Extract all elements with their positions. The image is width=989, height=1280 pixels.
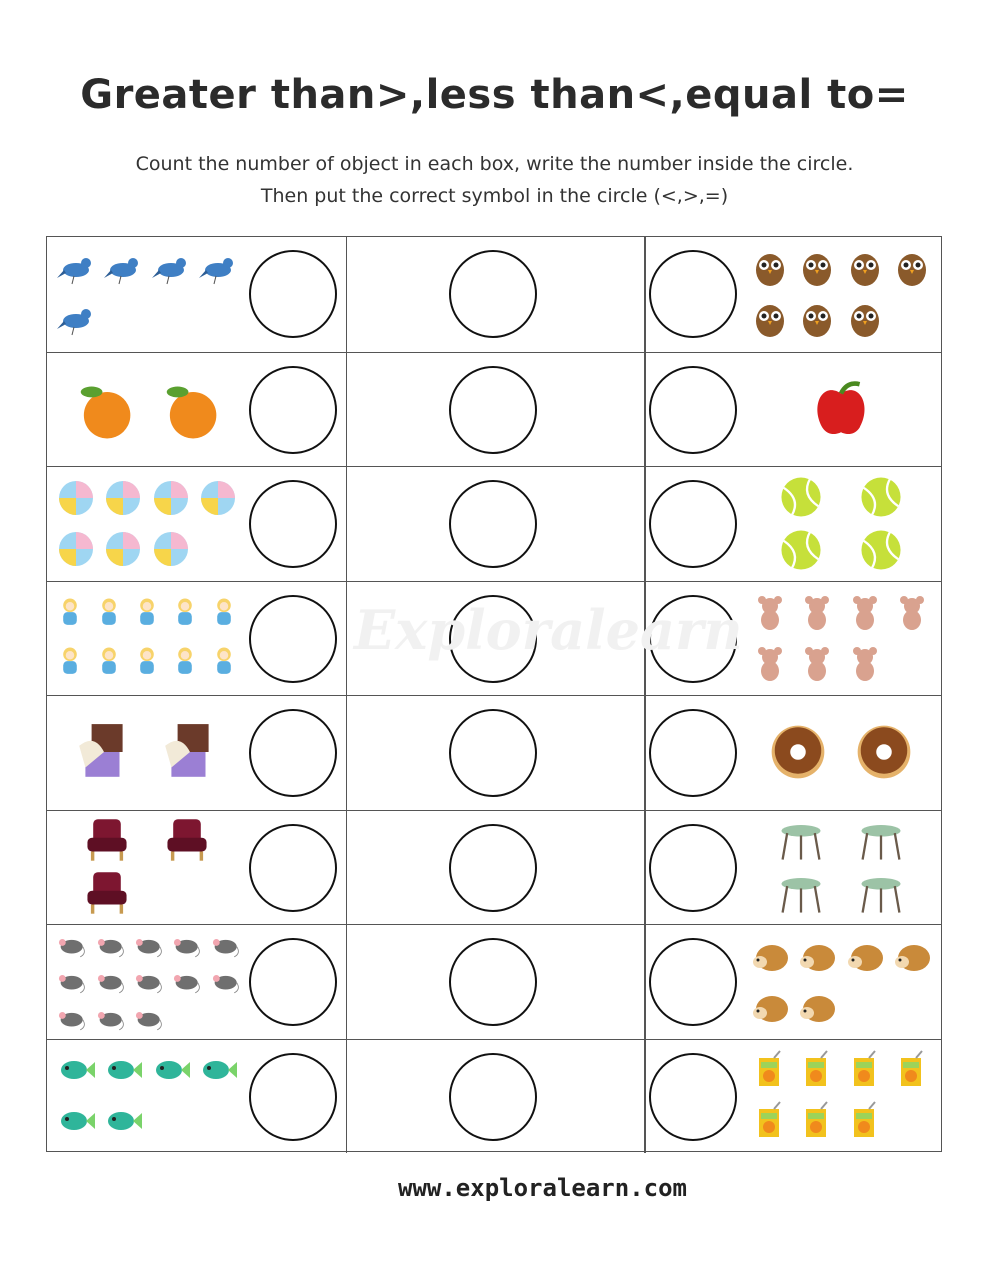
left-count-circle[interactable]: [249, 709, 337, 797]
hedgehog-icon: [797, 987, 837, 1031]
right-count-circle[interactable]: [649, 250, 737, 338]
hedgehog-icon: [845, 936, 885, 980]
column-divider: [346, 925, 348, 1039]
doll-icon: [168, 596, 202, 634]
left-count-circle[interactable]: [249, 938, 337, 1026]
fish-icon: [151, 1050, 191, 1094]
column-divider: [644, 696, 646, 810]
armchair-icon: [84, 817, 130, 867]
beach-ball-icon: [103, 529, 143, 573]
armchair-icon: [164, 817, 210, 867]
beach-ball-icon: [151, 478, 191, 522]
mouse-icon: [207, 928, 241, 966]
symbol-circle[interactable]: [449, 824, 537, 912]
teddy-bear-icon: [750, 643, 790, 687]
right-count-circle[interactable]: [649, 366, 737, 454]
hedgehog-icon: [797, 936, 837, 980]
column-divider: [346, 811, 348, 925]
mouse-icon: [207, 964, 241, 1002]
left-count-circle[interactable]: [249, 366, 337, 454]
bird-icon: [56, 299, 96, 343]
column-divider: [346, 696, 348, 810]
right-objects: [743, 237, 939, 352]
table-icon: [778, 817, 824, 867]
hedgehog-icon: [750, 936, 790, 980]
juice-box-icon: [892, 1050, 932, 1094]
symbol-circle[interactable]: [449, 366, 537, 454]
teddy-bear-icon: [797, 592, 837, 636]
fish-icon: [56, 1050, 96, 1094]
left-count-circle[interactable]: [249, 1053, 337, 1141]
doll-icon: [130, 596, 164, 634]
worksheet-row: [47, 466, 941, 581]
tennis-ball-icon: [778, 474, 824, 524]
fish-icon: [56, 1101, 96, 1145]
bird-icon: [198, 248, 238, 292]
owl-icon: [892, 248, 932, 292]
teddy-bear-icon: [845, 592, 885, 636]
fish-icon: [198, 1050, 238, 1094]
left-count-circle[interactable]: [249, 480, 337, 568]
worksheet-row: [47, 237, 941, 352]
owl-icon: [750, 248, 790, 292]
left-objects: [49, 811, 245, 925]
symbol-circle[interactable]: [449, 938, 537, 1026]
right-objects: [743, 353, 939, 467]
bird-icon: [56, 248, 96, 292]
right-count-circle[interactable]: [649, 824, 737, 912]
beach-ball-icon: [56, 529, 96, 573]
doll-icon: [92, 645, 126, 683]
beach-ball-icon: [198, 478, 238, 522]
worksheet-row: [47, 1039, 941, 1154]
table-icon: [858, 817, 904, 867]
left-objects: [49, 696, 245, 810]
column-divider: [644, 1040, 646, 1154]
column-divider: [346, 237, 348, 352]
column-divider: [346, 353, 348, 467]
worksheet-row: [47, 695, 941, 810]
symbol-circle[interactable]: [449, 709, 537, 797]
worksheet-row: [47, 352, 941, 467]
footer-url: www.exploralearn.com: [398, 1174, 687, 1202]
mouse-icon: [130, 928, 164, 966]
doll-icon: [53, 645, 87, 683]
column-divider: [346, 467, 348, 581]
instruction-line-2: Then put the correct symbol in the circle (<,>,=): [260, 185, 729, 207]
fish-icon: [103, 1101, 143, 1145]
table-icon: [778, 870, 824, 920]
doll-icon: [207, 596, 241, 634]
bird-icon: [151, 248, 191, 292]
doll-icon: [53, 596, 87, 634]
mouse-icon: [92, 928, 126, 966]
right-objects: [743, 925, 939, 1039]
left-objects: [49, 237, 245, 352]
mouse-icon: [168, 928, 202, 966]
symbol-circle[interactable]: [449, 250, 537, 338]
left-count-circle[interactable]: [249, 824, 337, 912]
worksheet-row: [47, 924, 941, 1039]
right-count-circle[interactable]: [649, 709, 737, 797]
table-icon: [858, 870, 904, 920]
left-count-circle[interactable]: [249, 595, 337, 683]
worksheet-title: Greater than>,less than<,equal to=: [80, 72, 909, 118]
column-divider: [644, 237, 646, 352]
juice-box-icon: [750, 1050, 790, 1094]
symbol-circle[interactable]: [449, 1053, 537, 1141]
mouse-icon: [92, 1001, 126, 1039]
right-objects: [743, 582, 939, 696]
tennis-ball-icon: [858, 527, 904, 577]
left-objects: [49, 582, 245, 696]
owl-icon: [750, 299, 790, 343]
left-objects: [49, 925, 245, 1039]
beach-ball-icon: [56, 478, 96, 522]
juice-box-icon: [797, 1101, 837, 1145]
mouse-icon: [53, 928, 87, 966]
left-objects: [49, 353, 245, 467]
mouse-icon: [130, 1001, 164, 1039]
mouse-icon: [168, 964, 202, 1002]
orange-icon: [159, 378, 221, 444]
juice-box-icon: [845, 1050, 885, 1094]
juice-box-icon: [797, 1050, 837, 1094]
worksheet-row: [47, 810, 941, 925]
right-count-circle[interactable]: [649, 938, 737, 1026]
beach-ball-icon: [103, 478, 143, 522]
teddy-bear-icon: [845, 643, 885, 687]
column-divider: [644, 811, 646, 925]
mouse-icon: [92, 964, 126, 1002]
donut-icon: [853, 721, 915, 787]
hedgehog-icon: [892, 936, 932, 980]
symbol-circle[interactable]: [449, 480, 537, 568]
column-divider: [346, 582, 348, 696]
teddy-bear-icon: [892, 592, 932, 636]
teddy-bear-icon: [797, 643, 837, 687]
doll-icon: [130, 645, 164, 683]
mouse-icon: [130, 964, 164, 1002]
beach-ball-icon: [151, 529, 191, 573]
column-divider: [644, 353, 646, 467]
doll-icon: [207, 645, 241, 683]
tennis-ball-icon: [858, 474, 904, 524]
juice-box-icon: [845, 1101, 885, 1145]
column-divider: [346, 1040, 348, 1154]
owl-icon: [797, 299, 837, 343]
juice-box-icon: [750, 1101, 790, 1145]
column-divider: [644, 925, 646, 1039]
right-objects: [743, 811, 939, 925]
left-objects: [49, 1040, 245, 1154]
left-objects: [49, 467, 245, 581]
teddy-bear-icon: [750, 592, 790, 636]
orange-icon: [73, 378, 135, 444]
bird-icon: [103, 248, 143, 292]
chocolate-bar-icon: [73, 721, 135, 787]
chocolate-bar-icon: [159, 721, 221, 787]
owl-icon: [845, 248, 885, 292]
comparison-grid: [46, 236, 942, 1152]
mouse-icon: [53, 1001, 87, 1039]
tennis-ball-icon: [778, 527, 824, 577]
right-count-circle[interactable]: [649, 480, 737, 568]
right-count-circle[interactable]: [649, 1053, 737, 1141]
fish-icon: [103, 1050, 143, 1094]
watermark: Exploralearn: [354, 598, 743, 662]
donut-icon: [767, 721, 829, 787]
left-count-circle[interactable]: [249, 250, 337, 338]
instruction-line-1: Count the number of object in each box, write the number inside the circle.: [135, 153, 854, 175]
armchair-icon: [84, 870, 130, 920]
hedgehog-icon: [750, 987, 790, 1031]
owl-icon: [797, 248, 837, 292]
right-objects: [743, 467, 939, 581]
doll-icon: [168, 645, 202, 683]
column-divider: [644, 467, 646, 581]
owl-icon: [845, 299, 885, 343]
apple-icon: [810, 378, 872, 444]
right-objects: [743, 1040, 939, 1154]
mouse-icon: [53, 964, 87, 1002]
right-objects: [743, 696, 939, 810]
doll-icon: [92, 596, 126, 634]
